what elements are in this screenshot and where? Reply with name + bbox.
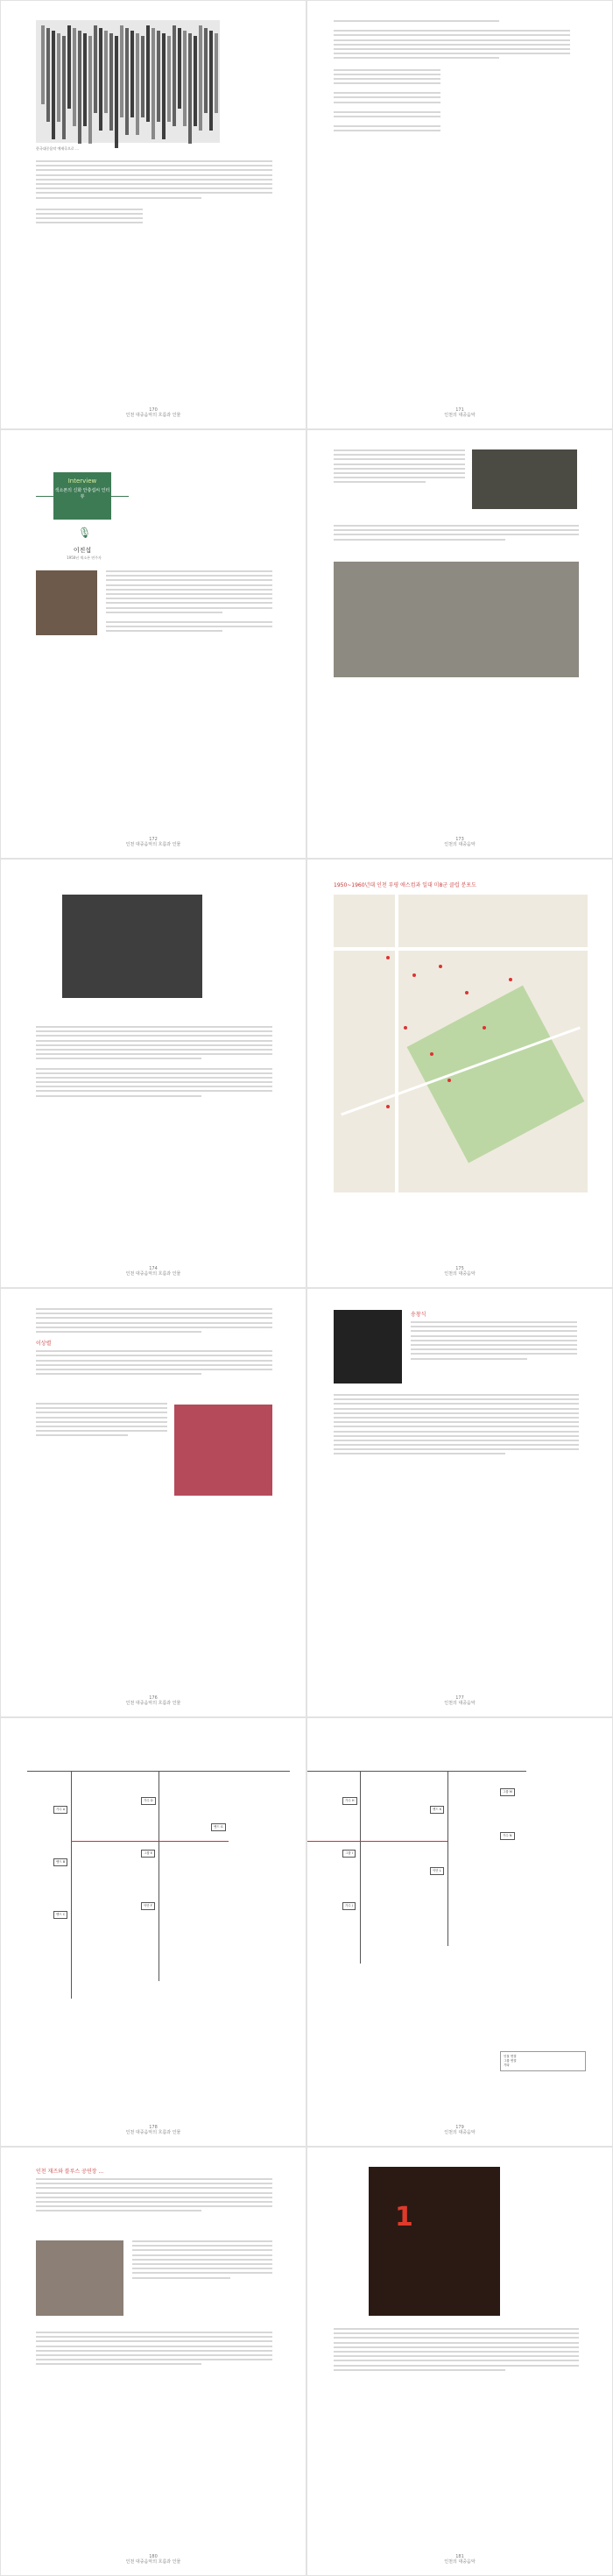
page-171	[306, 0, 613, 429]
section-heading: 인천 재즈와 블루스 공연장 ...	[36, 2169, 104, 2175]
body-text-block-2	[334, 525, 579, 543]
print-column	[78, 31, 81, 144]
print-column	[146, 25, 150, 122]
print-column	[46, 28, 50, 122]
print-column	[62, 36, 66, 139]
running-head: 인천의 대중음악	[444, 2559, 476, 2565]
print-column	[99, 28, 102, 131]
page-177	[306, 1288, 613, 1717]
tree-connector	[360, 1771, 361, 1964]
print-column	[151, 28, 155, 139]
body-text-block	[411, 1310, 577, 1362]
tree-legend	[500, 2051, 586, 2071]
singer-photo	[334, 1310, 402, 1384]
page-footer	[1, 2554, 306, 2565]
page-number: 177	[455, 1695, 464, 1701]
print-column	[209, 31, 213, 131]
interviewee-subtitle: 1950년 색소폰 연주자	[67, 556, 102, 560]
tree-connector-highlight	[307, 1841, 447, 1842]
tree-connector	[447, 1771, 448, 1946]
page-footer	[1, 1695, 306, 1706]
page-footer	[307, 2554, 612, 2565]
section-label: 송창식	[411, 1312, 426, 1318]
running-head: 인천 대중음악의 흐름과 인물	[125, 2130, 181, 2135]
body-text-block	[106, 570, 272, 634]
running-head: 인천 대중음악의 흐름과 인물	[125, 842, 181, 847]
body-text-block	[334, 2328, 579, 2374]
poster-graphic: 1	[395, 2202, 413, 2233]
print-column	[130, 31, 134, 117]
tree-node: 밴드 K	[430, 1806, 444, 1814]
body-text-block-2	[132, 2240, 272, 2282]
print-column	[178, 28, 181, 109]
page-170	[0, 0, 306, 429]
page-footer	[307, 2125, 612, 2135]
section-label: 이상렬	[36, 1341, 52, 1348]
club-distribution-map	[334, 895, 588, 1192]
singer-portrait-photo	[174, 1405, 272, 1496]
print-column	[115, 36, 118, 148]
page-181	[306, 2147, 613, 2576]
page-176	[0, 1288, 306, 1717]
divider-right	[111, 496, 129, 497]
print-column	[104, 31, 108, 113]
page-number: 175	[455, 1266, 464, 1271]
body-text-block	[36, 160, 272, 226]
page-footer	[307, 837, 612, 847]
print-column	[109, 33, 113, 131]
club-marker	[483, 1026, 486, 1030]
tree-node: 그룹 E	[141, 1850, 155, 1858]
page-number: 178	[149, 2125, 158, 2130]
interviewee-name: 이진섭	[73, 547, 92, 554]
running-head: 인천의 대중음악	[444, 842, 476, 847]
print-column	[141, 36, 144, 117]
print-column	[67, 25, 71, 109]
photo-caption: 한국대중음악 예제곡으로 ...	[36, 146, 79, 151]
club-marker	[430, 1052, 433, 1056]
page-number: 174	[149, 1266, 158, 1271]
page-number: 170	[149, 407, 158, 413]
page-number: 171	[455, 407, 464, 413]
print-column	[173, 25, 176, 126]
concert-poster-photo	[369, 2167, 500, 2316]
page-footer	[1, 1266, 306, 1277]
print-column	[215, 33, 218, 113]
building-photo	[36, 2240, 123, 2316]
microphone-icon: 🎙	[78, 527, 92, 539]
page-number: 176	[149, 1695, 158, 1701]
page-number: 179	[455, 2125, 464, 2130]
print-column	[94, 25, 97, 113]
page-footer	[1, 2125, 306, 2135]
body-text-block-2	[36, 1403, 167, 1440]
page-175	[306, 859, 613, 1288]
print-column	[199, 25, 202, 131]
club-marker	[386, 1105, 390, 1108]
body-text-block-2	[334, 1394, 579, 1458]
tree-connector-highlight	[71, 1841, 229, 1842]
tree-connector	[307, 1771, 526, 1772]
running-head: 인천의 대중음악	[444, 1271, 476, 1277]
page-180	[0, 2147, 306, 2576]
page-footer	[307, 1266, 612, 1277]
running-head: 인천 대중음악의 흐름과 인물	[125, 1271, 181, 1277]
body-text-block	[36, 2167, 272, 2215]
band-performance-photo	[62, 895, 202, 998]
print-column	[157, 31, 160, 122]
body-text-block	[36, 1308, 272, 1377]
page-number: 172	[149, 837, 158, 842]
legend-item: 기타	[504, 2063, 510, 2067]
tree-node: 가수 J	[342, 1902, 356, 1910]
soldiers-photo	[472, 449, 577, 509]
print-column	[88, 36, 92, 144]
tree-node: 그룹 I	[342, 1850, 356, 1858]
body-text-block	[36, 1026, 272, 1100]
print-column	[120, 25, 123, 117]
club-marker	[465, 991, 469, 994]
saxophone-player-photo	[36, 570, 97, 635]
tree-node: 가수 D	[141, 1797, 156, 1805]
club-marker	[509, 978, 512, 981]
page-footer	[1, 407, 306, 418]
tree-node: 악단 F	[141, 1902, 155, 1910]
page-number: 180	[149, 2554, 158, 2559]
print-column	[204, 28, 208, 113]
divider-left	[36, 496, 53, 497]
interview-title-box	[53, 472, 111, 520]
page-174	[0, 859, 306, 1288]
tree-node: 가수 A	[53, 1806, 67, 1814]
club-marker	[412, 973, 416, 977]
print-column	[57, 33, 60, 122]
club-marker	[404, 1026, 407, 1030]
print-column	[52, 31, 55, 139]
print-column	[73, 28, 76, 126]
body-text-block	[334, 449, 465, 486]
tree-node: 악단 L	[430, 1867, 444, 1875]
running-head: 인천의 대중음악	[444, 1701, 476, 1706]
street-scene-photo	[334, 562, 579, 677]
running-head: 인천 대중음악의 흐름과 인물	[125, 2559, 181, 2565]
running-head: 인천의 대중음악	[444, 413, 476, 418]
tree-node: 가수 N	[500, 1832, 515, 1840]
page-179	[306, 1717, 613, 2147]
camp-area	[407, 986, 585, 1164]
print-column	[167, 36, 171, 122]
print-column	[183, 31, 187, 126]
page-footer	[307, 407, 612, 418]
print-column	[188, 33, 192, 144]
page-number: 173	[455, 837, 464, 842]
tree-node: 그룹 M	[500, 1788, 515, 1796]
running-head: 인천 대중음악의 흐름과 인물	[125, 413, 181, 418]
tree-connector	[71, 1771, 72, 1999]
club-marker	[439, 965, 442, 968]
print-column	[125, 28, 129, 135]
page-173	[306, 429, 613, 859]
page-footer	[1, 837, 306, 847]
print-column	[83, 33, 87, 126]
map-road	[334, 947, 588, 951]
print-column	[162, 33, 166, 139]
print-column	[194, 36, 197, 126]
page-number: 181	[455, 2554, 464, 2559]
map-road	[395, 895, 398, 1192]
tree-node: 가수 H	[342, 1797, 357, 1805]
page-footer	[307, 1695, 612, 1706]
tree-node: 밴드 G	[211, 1823, 226, 1831]
club-marker	[386, 956, 390, 959]
body-text-block	[334, 20, 570, 135]
print-column	[41, 25, 45, 104]
page-172	[0, 429, 306, 859]
running-head: 인천 대중음악의 흐름과 인물	[125, 1701, 181, 1706]
page-178	[0, 1717, 306, 2147]
running-head: 인천의 대중음악	[444, 2130, 476, 2135]
interview-label: Interview	[67, 478, 97, 485]
interview-title: 색소폰의 신화 안충섭씨 인터뷰	[54, 488, 110, 499]
body-text-block-3	[36, 2332, 272, 2368]
tree-node: 밴드 B	[53, 1858, 67, 1866]
tree-node: 밴드 C	[53, 1911, 67, 1919]
newspaper-clipping-photo	[36, 20, 220, 143]
print-column	[136, 33, 139, 135]
map-title: 1950~1960년대 인천 부평 애스컴과 일대 미8군 클럽 분포도	[334, 882, 476, 888]
legend-item: 인물 연결	[504, 2055, 517, 2058]
legend-item: 그룹 연결	[504, 2059, 517, 2063]
club-marker	[447, 1079, 451, 1082]
